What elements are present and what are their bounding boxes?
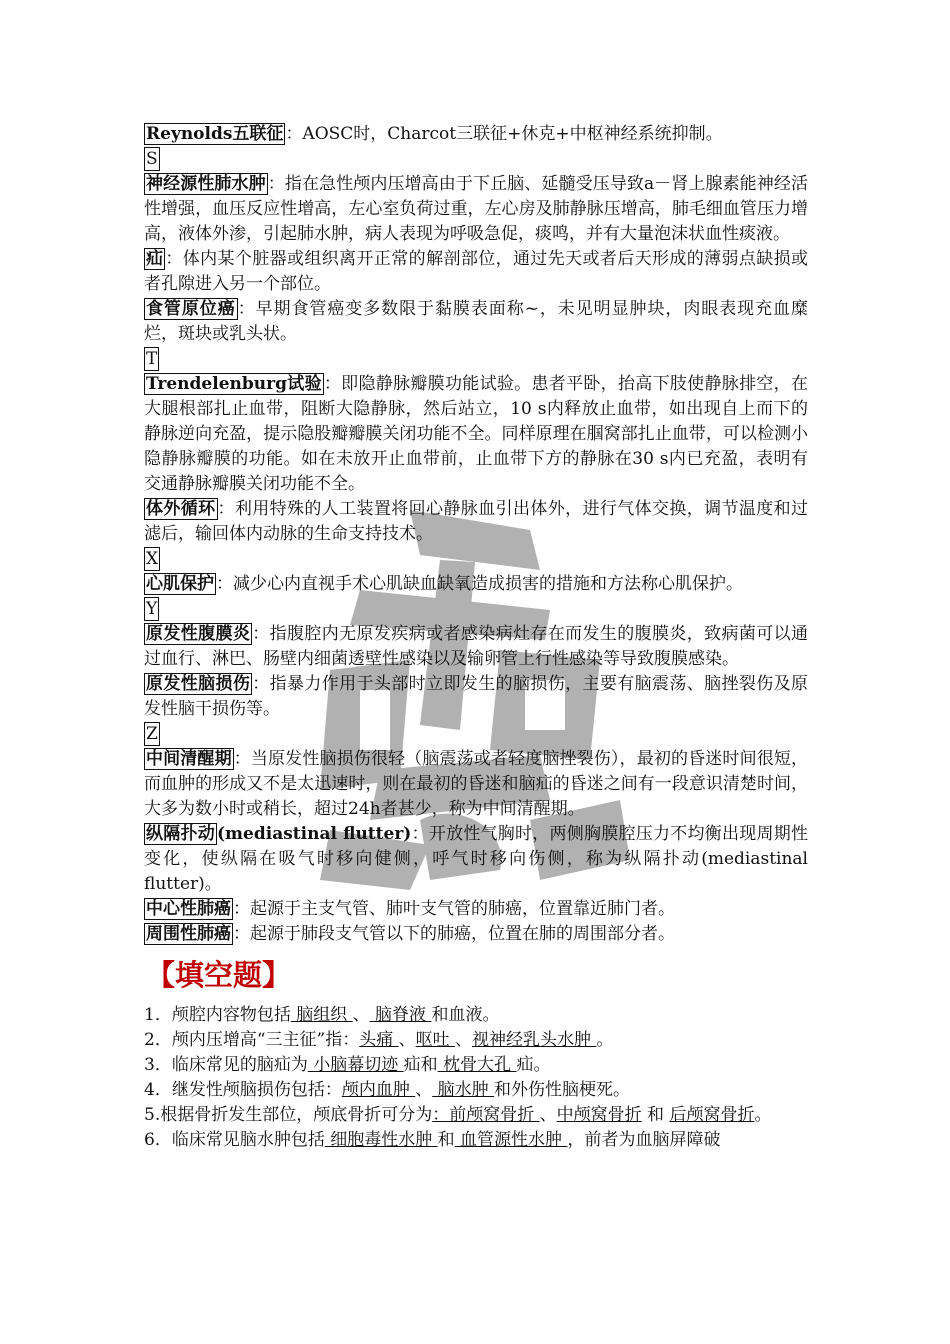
answer-blank: 视神经乳头水肿 [472,1030,597,1050]
answer-blank: 小脑幕切迹 [307,1055,404,1075]
glossary-definition: ：AOSC时，Charcot三联征+休克+中枢神经系统抑制。 [285,124,723,144]
glossary-term-suffix: (mediastinal flutter) [217,824,412,844]
glossary-entry [144,122,808,147]
answer-blank: 中颅窝骨折 [556,1105,642,1125]
fill-blank-question [144,1053,808,1078]
glossary-entry [144,572,808,597]
glossary-definition: ：减少心内直视手术心肌缺血缺氧造成损害的措施和方法称心肌保护。 [216,574,743,594]
glossary-definition: ：指腹腔内无原发疾病或者感染病灶存在而发生的腹膜炎，致病菌可以通过血行、淋巴、肠壁内细菌透壁性感染以及输卵管上行性感染等导致腹膜感染。 [144,624,809,669]
question-text: 、 [455,1030,473,1050]
question-text: 。 [754,1105,772,1125]
glossary-entry [144,247,808,297]
glossary-term: 疝 [146,249,164,269]
glossary-definition: ：开放性气胸时，两侧胸膜腔压力不均衡出现周期性变化，使纵隔在吸气时移向健侧，呼气时移向伤侧，称为纵隔扑动(mediastinal flutter)。 [144,824,809,894]
fill-blank-question [144,1028,808,1053]
glossary-list [144,122,808,947]
question-text: 和外伤性脑梗死。 [494,1080,631,1100]
index-letter [144,147,808,172]
glossary-term: 中心性肺癌 [146,899,231,919]
glossary-term: 原发性腹膜炎 [146,624,251,644]
answer-blank: 血管源性水肿 [454,1130,568,1150]
question-text: 、 [352,1005,370,1025]
fill-blank-question [144,1003,808,1028]
answer-blank: 脑脊液 [369,1005,432,1025]
glossary-entry [144,297,808,347]
glossary-entry [144,822,808,897]
fill-blank-question [144,1128,808,1153]
question-text: 和 [437,1130,455,1150]
glossary-term: Reynolds五联征 [146,124,284,144]
glossary-term: 周围性肺癌 [146,924,231,944]
question-text: 疝和 [403,1055,438,1075]
index-letter [144,597,808,622]
index-letter [144,347,808,372]
index-letter-box: T [146,349,158,369]
glossary-definition: ：体内某个脏器或组织离开正常的解剖部位，通过先天或者后天形成的薄弱点缺损或者孔隙进入另一个部位。 [144,249,809,294]
glossary-definition: ：起源于肺段支气管以下的肺癌，位置在肺的周围部分者。 [233,924,675,944]
answer-blank: ：前颅窝骨折 [432,1105,540,1125]
glossary-term: 神经源性肺水肿 [146,174,266,194]
glossary-definition: ：指暴力作用于头部时立即发生的脑损伤，主要有脑震荡、脑挫裂伤及原发性脑干损伤等。 [144,674,809,719]
fill-blank-question [144,1103,808,1128]
glossary-entry [144,922,808,947]
index-letter-box: Y [146,599,158,619]
index-letter [144,547,808,572]
question-text: 。 [596,1030,614,1050]
answer-blank: 细胞毒性水肿 [324,1130,438,1150]
question-text: 3．临床常见的脑疝为 [144,1055,308,1075]
glossary-definition: ：指在急性颅内压增高由于下丘脑、延髓受压导致a－肾上腺素能神经活性增强，血压反应性增高，左心室负荷过重，左心房及肺静脉压增高，肺毛细血管压力增高，液体外渗，引起肺水肿，病人表现为呼吸急促，痰鸣，并有大量泡沫状血性痰液。 [144,174,808,244]
glossary-term: 体外循环 [146,499,216,519]
question-text: 5.根据骨折发生部位，颅底骨折可分为 [144,1105,433,1125]
glossary-term: 纵隔扑动 [146,824,215,844]
index-letter-box: X [146,549,159,569]
question-text: 1．颅腔内容物包括 [144,1005,291,1025]
fill-blank-question [144,1078,808,1103]
glossary-entry [144,497,808,547]
answer-blank: 后颅窝骨折 [669,1105,755,1125]
question-text: 、 [539,1105,557,1125]
question-text: 6．临床常见脑水肿包括 [144,1130,325,1150]
fill-blank-list [144,1003,808,1153]
question-text: 和血液。 [431,1005,500,1025]
answer-blank: 脑组织 [290,1005,353,1025]
index-letter-box: S [146,149,158,169]
document-body [144,122,808,1153]
glossary-entry [144,172,808,247]
glossary-definition: ：当原发性脑损伤很轻（脑震荡或者轻度脑挫裂伤），最初的昏迷时间很短，而血肿的形成又不是太迅速时，则在最初的昏迷和脑疝的昏迷之间有一段意识清楚时间，大多为数小时或稍长，超过24h者甚少，称为中间清醒期。 [144,749,809,819]
answer-blank: 颅内血肿 [341,1080,416,1100]
question-text: 、 [415,1080,433,1100]
glossary-definition: ：利用特殊的人工装置将回心静脉血引出体外，进行气体交换，调节温度和过滤后，输回体内动脉的生命支持技术。 [144,499,809,544]
glossary-definition: ：起源于主支气管、肺叶支气管的肺癌，位置靠近肺门者。 [233,899,675,919]
glossary-term: 原发性脑损伤 [146,674,251,694]
question-text: 和 [641,1105,670,1125]
glossary-entry [144,672,808,722]
answer-blank: 枕骨大孔 [437,1055,517,1075]
glossary-definition: ：早期食管癌变多数限于黏膜表面称~，未见明显肿块，肉眼表现充血糜烂，斑块或乳头状。 [144,299,808,344]
glossary-term: Trendelenburg试验 [146,374,322,394]
answer-blank: 脑水肿 [432,1080,495,1100]
index-letter [144,722,808,747]
glossary-definition: ：即隐静脉瓣膜功能试验。患者平卧，抬高下肢使静脉排空，在大腿根部扎止血带，阻断大隐静脉，然后站立，10 s内释放止血带，如出现自上而下的静脉逆向充盈，提示隐股瓣瓣膜关闭功能不全。同样原理在腘窝部扎止血带，可以检测小隐静脉瓣膜的功能。如在未放开止血带前，止血带下方的静脉在30 s内已充盈，表明有交通静脉瓣膜关闭功能不全。 [144,374,808,494]
question-text: 4．继发性颅脑损伤包括： [144,1080,342,1100]
section-title: 【填空题】 [146,958,292,992]
glossary-entry [144,622,808,672]
answer-blank: 头痛 [359,1030,399,1050]
question-text: 、 [398,1030,416,1050]
index-letter-box: Z [146,724,158,744]
question-text: 2．颅内压增高“三主征”指： [144,1030,360,1050]
answer-blank: 呕吐 [415,1030,456,1050]
glossary-entry [144,747,808,822]
glossary-entry [144,372,808,497]
question-text: ，前者为血脑屏障破 [567,1130,721,1150]
glossary-term: 食管原位癌 [146,299,236,319]
question-text: 疝。 [516,1055,551,1075]
glossary-term: 中间清醒期 [146,749,232,769]
glossary-entry [144,897,808,922]
glossary-term: 心肌保护 [146,574,214,594]
